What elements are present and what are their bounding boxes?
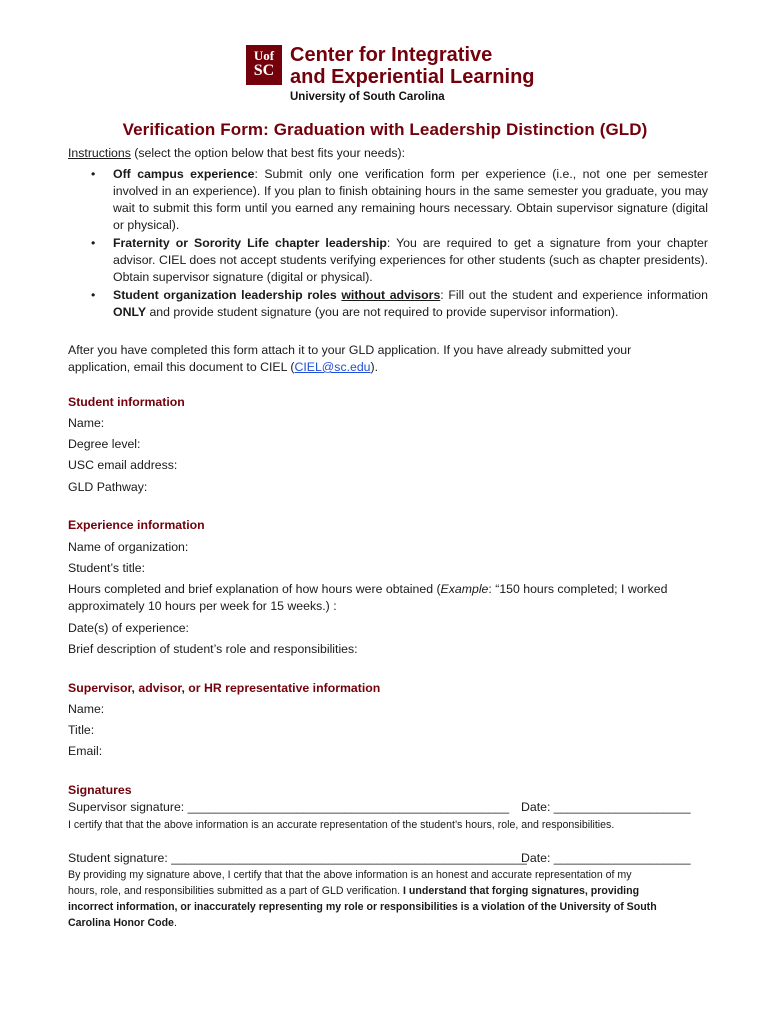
list-item [68, 235, 708, 286]
after-text-line-2 [68, 359, 378, 376]
experience-dates-field[interactable]: Date(s) of experience: [68, 621, 189, 635]
bullet-3-text: : Fill out the student and experience information [440, 288, 708, 302]
instructions-label: Instructions [68, 146, 131, 160]
page-title: Verification Form: Graduation with Leadership Distinction (GLD) [122, 120, 648, 139]
after-text-2b: ). [370, 360, 379, 374]
org-name-line-2: and Experiential Learning [290, 66, 535, 88]
student-cert-4: Carolina Honor Code [68, 917, 174, 929]
bullet-3-bold-2: ONLY [113, 305, 147, 319]
student-title-field[interactable]: Student’s title: [68, 561, 146, 575]
student-cert-2a: hours, role, and responsibilities submitted as a part of GLD verification. [68, 885, 404, 897]
student-cert-line-1: By providing my signature above, I certify that that the above information is an honest and accurate representation of my [68, 869, 632, 881]
hours-text-b: : “150 hours completed; I worked [488, 582, 668, 596]
hours-field-line-1[interactable] [68, 582, 667, 596]
bullet-icon: • [91, 236, 96, 250]
experience-info-heading: Experience information [68, 518, 205, 532]
bullet-icon: • [91, 167, 96, 181]
supervisor-date-field[interactable]: Date: ____________________ [521, 800, 691, 814]
hours-text-a: Hours completed and brief explanation of how hours were obtained ( [68, 582, 441, 596]
student-info-heading: Student information [68, 395, 185, 409]
student-date-field[interactable]: Date: ____________________ [521, 851, 691, 865]
usc-email-field[interactable]: USC email address: [68, 458, 178, 472]
student-cert-line-4 [68, 915, 698, 931]
org-name-block [290, 44, 535, 105]
org-name-line-1: Center for Integrative [290, 44, 493, 66]
hours-field-line-2: approximately 10 hours per week for 15 weeks.) : [68, 599, 337, 613]
logo-line-2: SC [253, 62, 275, 79]
university-name: University of South Carolina [290, 91, 445, 103]
usc-logo [246, 45, 282, 85]
after-text-line-1: After you have completed this form attach it to your GLD application. If you have already submitted your [68, 343, 632, 357]
bullet-icon: • [91, 288, 96, 302]
organization-field[interactable]: Name of organization: [68, 540, 189, 554]
student-cert-4b: . [173, 917, 177, 929]
bullet-1-text: : Submit only one verification form per experience (i.e., not one per semester involved in an experience). If you plan to finish obtaining hours in the same semester you graduate, you may wait to submit this form until you earned any remaining hours necessary. Obtain supervisor signature (digital or physical). [113, 167, 708, 232]
bullet-3-text-2: and provide student signature (you are not required to provide supervisor information). [146, 305, 619, 319]
ciel-email-link[interactable]: CIEL@sc.edu [294, 360, 371, 374]
supervisor-signature-field[interactable]: Supervisor signature: _______________________________________________ [68, 800, 510, 814]
student-name-field[interactable]: Name: [68, 416, 105, 430]
logo-line-1: Uof [253, 48, 275, 63]
student-cert-line-2 [68, 883, 698, 899]
instructions-list [68, 166, 708, 321]
supervisor-title-field[interactable]: Title: [68, 723, 95, 737]
after-text-2a: application, email this document to CIEL ( [68, 360, 295, 374]
bullet-3-bold: Student organization leadership roles [113, 288, 342, 302]
hours-example: Example [440, 582, 489, 596]
bullet-2-bold: Fraternity or Sorority Life chapter leadership [113, 236, 387, 250]
student-cert-3: incorrect information, or inaccurately representing my role or responsibilities is a violation of the University of South [68, 901, 657, 913]
supervisor-certification: I certify that that the above information is an accurate representation of the student’s hours, role, and responsibilities. [68, 819, 615, 831]
list-item [68, 166, 708, 234]
student-cert-line-3 [68, 899, 698, 915]
student-cert-2b: I understand that forging signatures, providing [403, 885, 640, 897]
bullet-2-text: : You are required to get a signature from your chapter advisor. CIEL does not accept students verifying experiences for other students (such as chapter presidents). Obtain supervisor signature (digital or physical). [113, 236, 708, 284]
list-item [68, 287, 708, 321]
degree-level-field[interactable]: Degree level: [68, 437, 141, 451]
supervisor-info-heading: Supervisor, advisor, or HR representative information [68, 681, 381, 695]
supervisor-email-field[interactable]: Email: [68, 744, 103, 758]
supervisor-name-field[interactable]: Name: [68, 702, 105, 716]
student-signature-field[interactable]: Student signature: ____________________________________________________ [68, 851, 527, 865]
instructions-note: (select the option below that best fits your needs): [130, 146, 405, 160]
role-description-field[interactable]: Brief description of student’s role and responsibilities: [68, 642, 358, 656]
instructions-heading [68, 145, 405, 162]
bullet-1-bold: Off campus experience [113, 167, 255, 181]
gld-pathway-field[interactable]: GLD Pathway: [68, 480, 148, 494]
signatures-heading: Signatures [68, 783, 132, 797]
bullet-3-underline: without advisors [341, 288, 441, 302]
